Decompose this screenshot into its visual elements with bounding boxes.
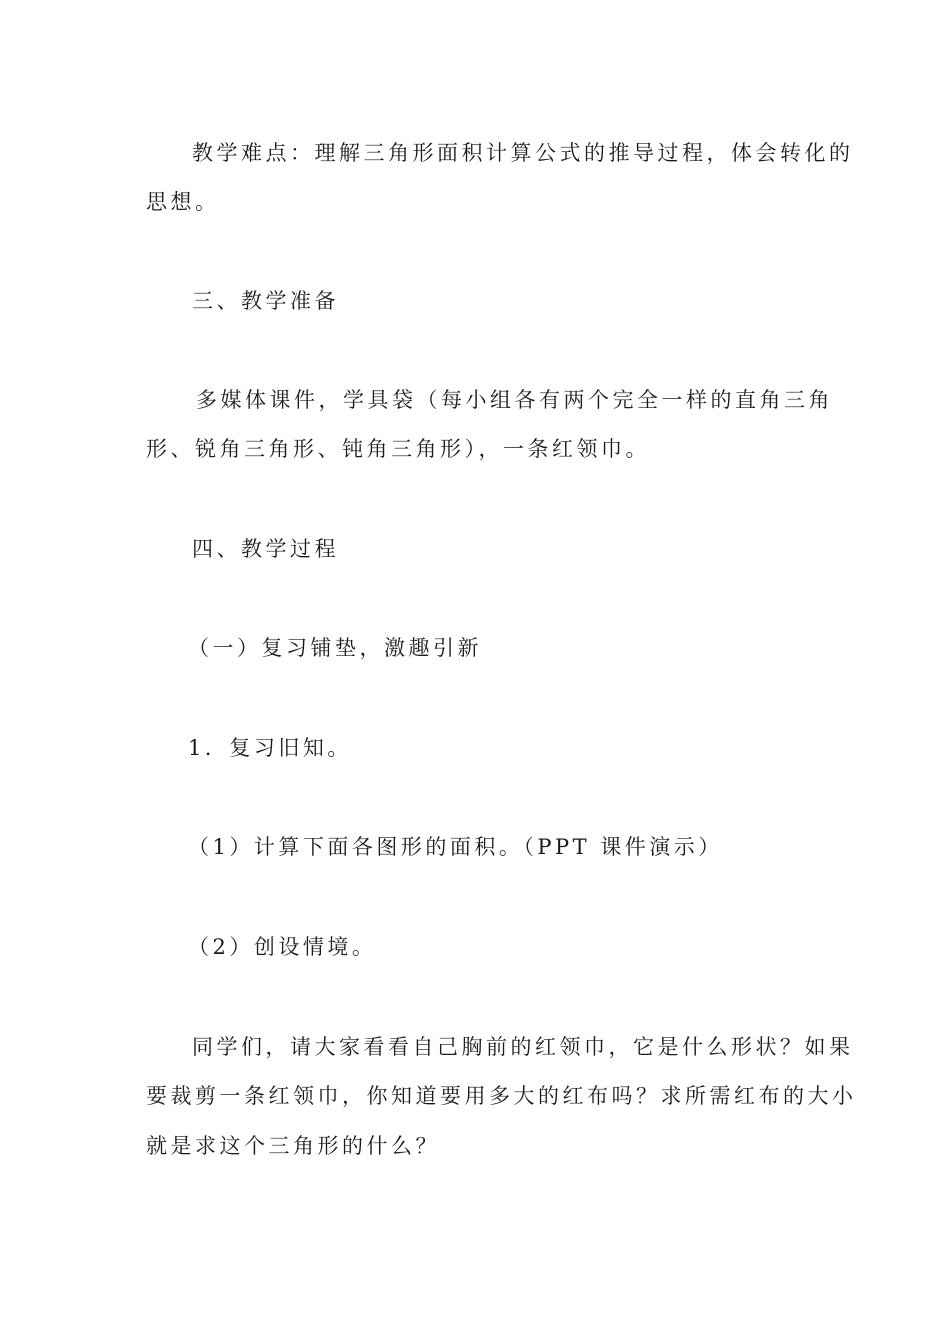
list-item-create-scenario: （2）创设情境。 [188,935,377,959]
scenario-line-1: 同学们，请大家看看自己胸前的红领巾，它是什么形状？如果 [192,1035,854,1059]
section-heading-process: 四、教学过程 [192,537,339,561]
subsection-heading-review: （一）复习铺垫，激趣引新 [188,636,482,660]
scenario-line-2: 要裁剪一条红领巾，你知道要用多大的红布吗？求所需红布的大小 [146,1084,857,1108]
list-item-review-old-knowledge: 1．复习旧知。 [188,736,352,760]
section-heading-preparation: 三、教学准备 [192,289,339,313]
preparation-line-1: 多媒体课件，学具袋（每小组各有两个完全一样的直角三角 [196,388,833,412]
preparation-line-2: 形、锐角三角形、钝角三角形），一条红领巾。 [146,437,650,461]
scenario-line-3: 就是求这个三角形的什么？ [146,1134,440,1158]
difficulty-line-1: 教学难点：理解三角形面积计算公式的推导过程，体会转化的 [192,141,854,165]
difficulty-line-2: 思想。 [146,190,220,214]
list-item-calculate-area: （1）计算下面各图形的面积。（PPT 课件演示） [188,835,723,859]
